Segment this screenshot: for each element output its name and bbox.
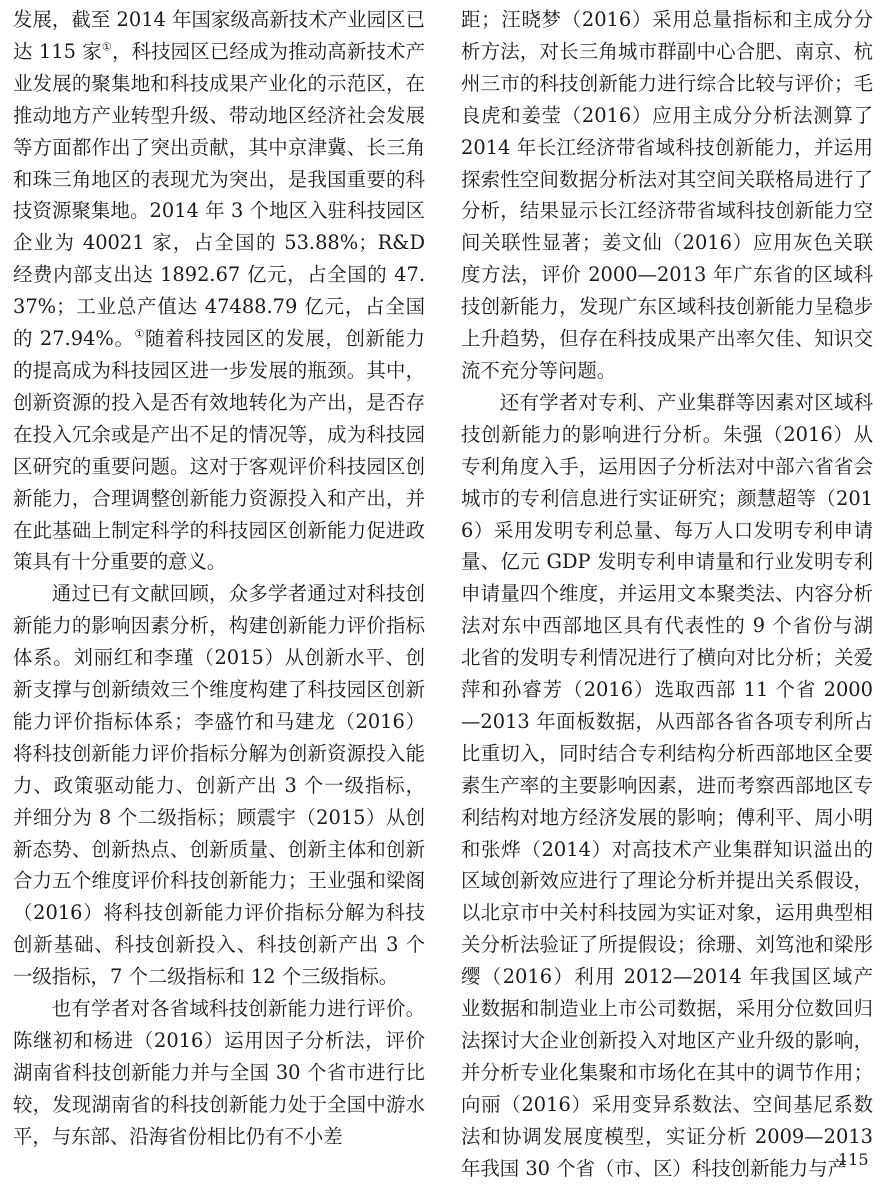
paragraph-right-2: 还有学者对专利、产业集群等因素对区域科技创新能力的影响进行分析。朱强（2016）从专利角度入手，运用因子分析法对中部六省省会城市的专利信息进行实证研究；颜慧超等（2016）采用发明专利总量、每万人口发明专利申请量、亿元 GDP 发明专利申请量和行业发明专利申请量四个维度，并运用文本聚类法、内容分析法对东中西部地区具有代表性的 9 个省份与湖北省的发明专利情况进行了横向对比分析；关爱萍和孙睿芳（2016）选取西部 11 个省 2000—2013 年面板数据，从西部各省各项专利所占比重切入，同时结合专利结构分析西部地区全要素生产率的主要影响因素，进而考察西部地区专利结构对地方经济发展的影响；傅利平、周小明和张烨（2014）对高技术产业集群知识溢出的区域创新效应进行了理论分析并提出关系假设，以北京市中关村科技园为实证对象，运用典型相关分析法验证了所提假设；徐珊、刘笃池和梁彤缨（2016）利用 2012—2014 年我国区域产业数据和制造业上市公司数据，采用分位数回归法探讨大企业创新投入对地区产业升级的影响，并分析专业化集聚和市场化在其中的调节作用；向丽（2016）采用变异系数法、空间基尼系数法和协调发展度模型，实证分析 2009—2013 年我国 30 个省（市、区）科技创新能力与产 (461, 390, 873, 1180)
footnote-marker: ① (134, 327, 146, 341)
paragraph-left-2: 通过已有文献回顾，众多学者通过对科技创新能力的影响因素分析，构建创新能力评价指标体系。刘丽红和李瑾（2015）从创新水平、创新支撑与创新绩效三个维度构建了科技园区创新能力评价指标体系；李盛竹和马建龙（2016）将科技创新能力评价指标分解为创新资源投入能力、政策驱动能力、创新产出 3 个一级指标，并细分为 8 个二级指标；顾震宇（2015）从创新态势、创新热点、创新质量、创新主体和创新合力五个维度评价科技创新能力；王业强和梁阁（2016）将科技创新能力评价指标分解为科技创新基础、科技创新投入、科技创新产出 3 个一级指标，7 个二级指标和 12 个三级指标。 (13, 582, 425, 989)
paragraph-left-1-part1: 发展，截至 2014 年国家级高新技术产业园区已达 115 家 (13, 8, 425, 63)
left-column (13, 4, 425, 1153)
paragraph-left-3: 也有学者对各省域科技创新能力进行评价。陈继初和杨进（2016）运用因子分析法，评价湖南省科技创新能力并与全国 30 个省市进行比较，发现湖南省的科技创新能力处于全国中游水平，与东部、沿海省份相比仍有不小差 (13, 997, 425, 1148)
footnote-marker: ① (101, 40, 112, 54)
paragraph-left-1-part3: 随着科技园区的发展，创新能力的提高成为科技园区进一步发展的瓶颈。其中，创新资源的投入是否有效地转化为产出，是否存在投入冗余或是产出不足的情况等，成为科技园区研究的重要问题。这对于客观评价科技园区创新能力，合理调整创新能力资源投入和产出，并在此基础上制定科学的科技园区创新能力促进政策具有十分重要的意义。 (13, 327, 425, 574)
paragraph-left-1-part2: ，科技园区已经成为推动高新技术产业发展的聚集地和科技成果产业化的示范区，在推动地方产业转型升级、带动地区经济社会发展等方面都作出了突出贡献，其中京津冀、长三角和珠三角地区的表现尤为突出，是我国重要的科技资源聚集地。2014 年 3 个地区入驻科技园区企业为 40021 家，占全国的 53.88%；R&D 经费内部支出达 1892.67 亿元，占全国的 47.37%；工业总产值达 47488.79 亿元，占全国的 27.94%。 (13, 39, 425, 351)
paragraph-left-1 (13, 4, 425, 578)
page-number: 115 (838, 1150, 869, 1169)
right-column (461, 4, 873, 1185)
paragraph-right-1: 距；汪晓梦（2016）采用总量指标和主成分分析方法，对长三角城市群副中心合肥、南京、杭州三市的科技创新能力进行综合比较与评价；毛良虎和姜莹（2016）应用主成分分析法测算了 2014 年长江经济带省域科技创新能力，并运用探索性空间数据分析法对其空间关联格局进行了分析，结果显示长江经济带省域科技创新能力空间关联性显著；姜文仙（2016）应用灰色关联度方法，评价 2000—2013 年广东省的区域科技创新能力，发现广东区域科技创新能力呈稳步上升趋势，但存在科技成果产出率欠佳、知识交流不充分等问题。 (461, 8, 873, 382)
